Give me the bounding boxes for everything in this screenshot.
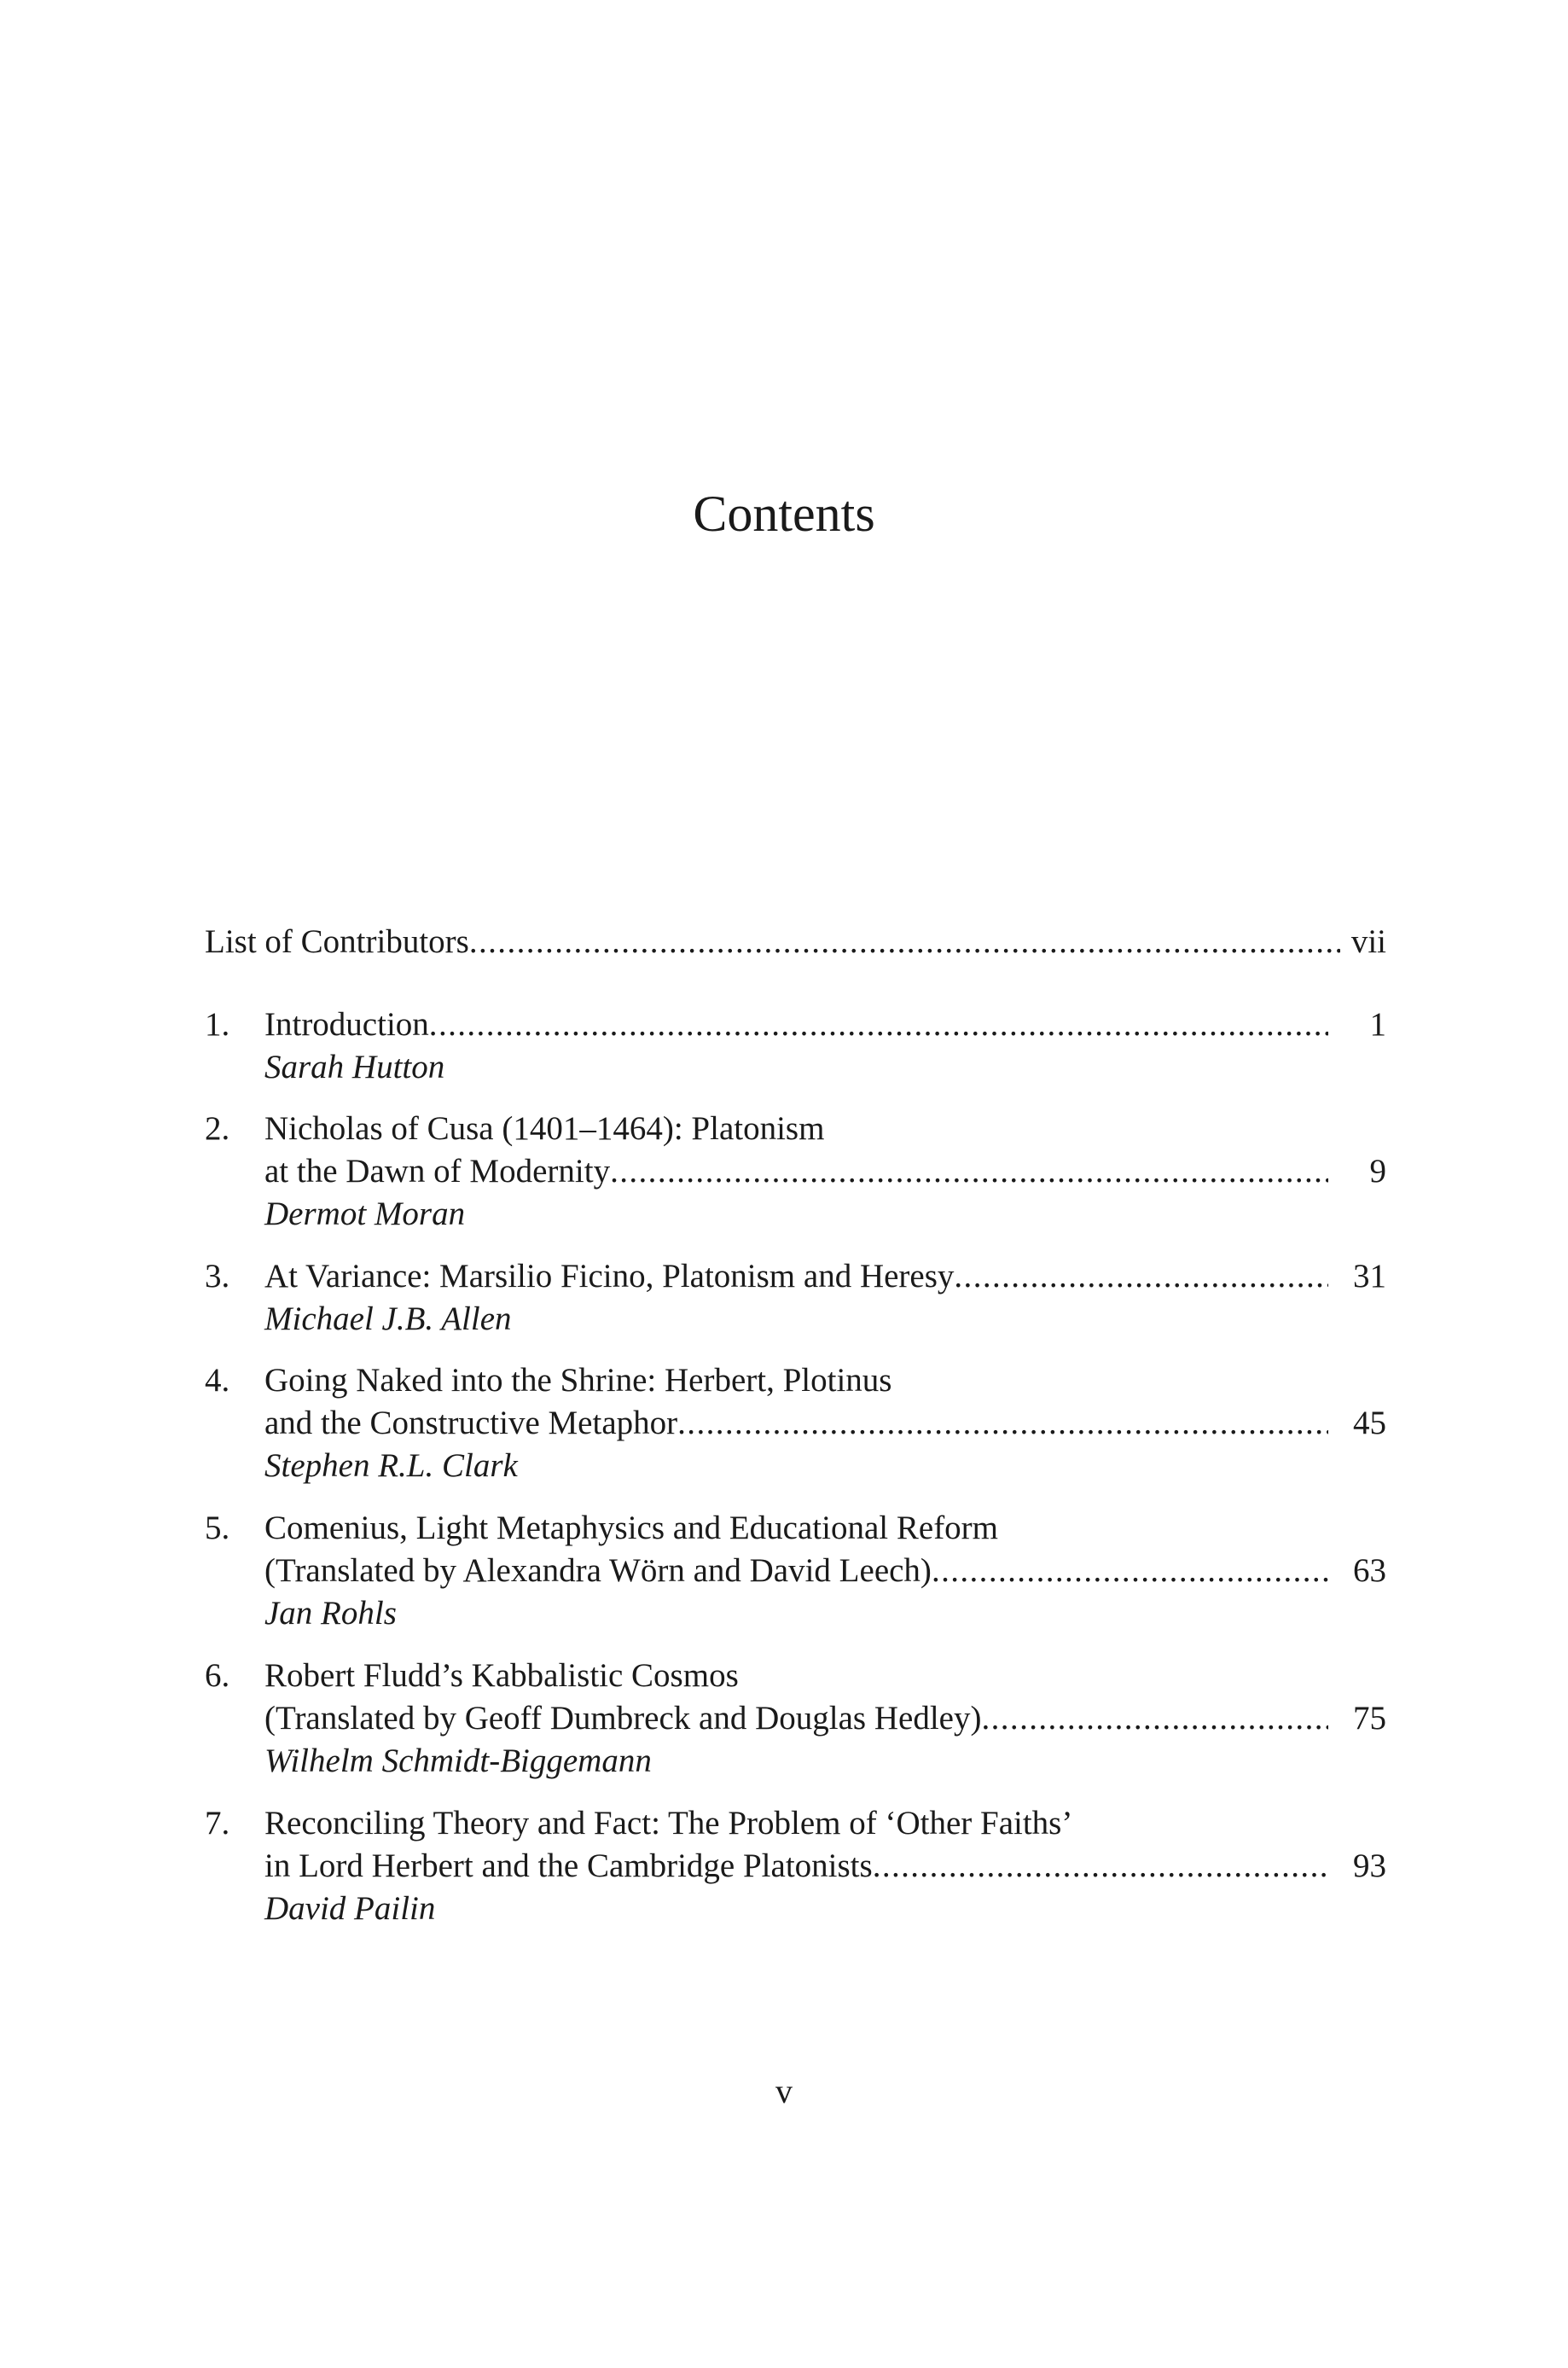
entry-title-line [264, 1696, 1328, 1741]
toc-entry-4-author-line [205, 1444, 1386, 1488]
entry-author: Wilhelm Schmidt-Biggemann [264, 1743, 652, 1779]
entry-number: 7. [205, 1805, 230, 1841]
entry-author: Jan Rohls [264, 1595, 397, 1632]
entry-author: Michael J.B. Allen [264, 1300, 512, 1337]
toc-entry-7[interactable] [205, 1801, 1386, 1846]
toc-entry-5[interactable] [205, 1506, 1386, 1551]
toc-entry-6[interactable] [205, 1654, 1386, 1698]
toc-entry-2[interactable] [205, 1107, 1386, 1151]
entry-page: 45 [1353, 1405, 1386, 1441]
toc-contributors[interactable] [205, 920, 1386, 964]
entry-number: 6. [205, 1657, 230, 1694]
entry-title-line [264, 1149, 1328, 1194]
page-number: v [775, 2072, 793, 2110]
toc-entry-1-author-line [205, 1045, 1386, 1090]
toc-entry-3[interactable] [205, 1254, 1386, 1299]
entry-page: 31 [1353, 1258, 1386, 1295]
toc-entry-3-author-line [205, 1297, 1386, 1341]
entry-page: 93 [1353, 1847, 1386, 1884]
entry-title-line [264, 1254, 1328, 1299]
dot-leader [932, 1549, 1328, 1593]
entry-title: Nicholas of Cusa (1401–1464): Platonism [264, 1110, 825, 1147]
entry-title: Reconciling Theory and Fact: The Problem of ‘Other Faiths’ [264, 1805, 1073, 1841]
entry-title: Introduction [264, 1006, 429, 1043]
contributors-label: List of Contributors [205, 923, 469, 960]
toc-entry-1[interactable] [205, 1003, 1386, 1047]
entry-title-line [264, 1844, 1328, 1888]
entry-title-continuation: in Lord Herbert and the Cambridge Platonists [264, 1847, 873, 1884]
entry-author: Dermot Moran [264, 1196, 466, 1232]
entry-title-continuation: and the Constructive Metaphor [264, 1405, 678, 1441]
entry-title: Robert Fludd’s Kabbalistic Cosmos [264, 1657, 739, 1694]
entry-page: 63 [1353, 1552, 1386, 1589]
entry-number: 1. [205, 1006, 230, 1043]
dot-leader [469, 920, 1340, 964]
toc-entry-7-continuation [205, 1844, 1386, 1888]
toc-entry-5-author-line [205, 1591, 1386, 1636]
contributors-leader-line [205, 920, 1340, 964]
contributors-page: vii [1350, 923, 1386, 960]
toc-entry-6-author-line [205, 1739, 1386, 1783]
entry-title-continuation: (Translated by Geoff Dumbreck and Douglas Hedley) [264, 1700, 982, 1737]
entry-title: At Variance: Marsilio Ficino, Platonism and Heresy [264, 1258, 955, 1295]
entry-author: Sarah Hutton [264, 1049, 445, 1085]
entry-page: 9 [1369, 1153, 1386, 1190]
page-title: Contents [693, 486, 875, 542]
toc-entry-2-author-line [205, 1192, 1386, 1236]
entry-number: 5. [205, 1510, 230, 1546]
dot-leader [677, 1401, 1328, 1446]
toc-entry-6-continuation [205, 1696, 1386, 1741]
dot-leader [610, 1149, 1328, 1194]
entry-title-line [264, 1401, 1328, 1446]
toc-entry-7-author-line [205, 1887, 1386, 1931]
entry-page: 1 [1369, 1006, 1386, 1043]
entry-author: David Pailin [264, 1890, 436, 1927]
entry-title-line [264, 1549, 1328, 1593]
toc-entry-2-continuation [205, 1149, 1386, 1194]
toc-entry-4-continuation [205, 1401, 1386, 1446]
entry-title: Comenius, Light Metaphysics and Educational Reform [264, 1510, 998, 1546]
toc-entry-5-continuation [205, 1549, 1386, 1593]
entry-page: 75 [1353, 1700, 1386, 1737]
entry-title-continuation: at the Dawn of Modernity [264, 1153, 611, 1190]
entry-title-line [264, 1003, 1328, 1047]
entry-number: 4. [205, 1362, 230, 1399]
entry-author: Stephen R.L. Clark [264, 1447, 518, 1484]
dot-leader [873, 1844, 1328, 1888]
entry-number: 2. [205, 1110, 230, 1147]
entry-number: 3. [205, 1258, 230, 1295]
entry-title-continuation: (Translated by Alexandra Wörn and David Leech) [264, 1552, 932, 1589]
dot-leader [954, 1254, 1328, 1299]
dot-leader [429, 1003, 1328, 1047]
dot-leader [981, 1696, 1328, 1741]
entry-title: Going Naked into the Shrine: Herbert, Plotinus [264, 1362, 892, 1399]
toc-entry-4[interactable] [205, 1359, 1386, 1403]
